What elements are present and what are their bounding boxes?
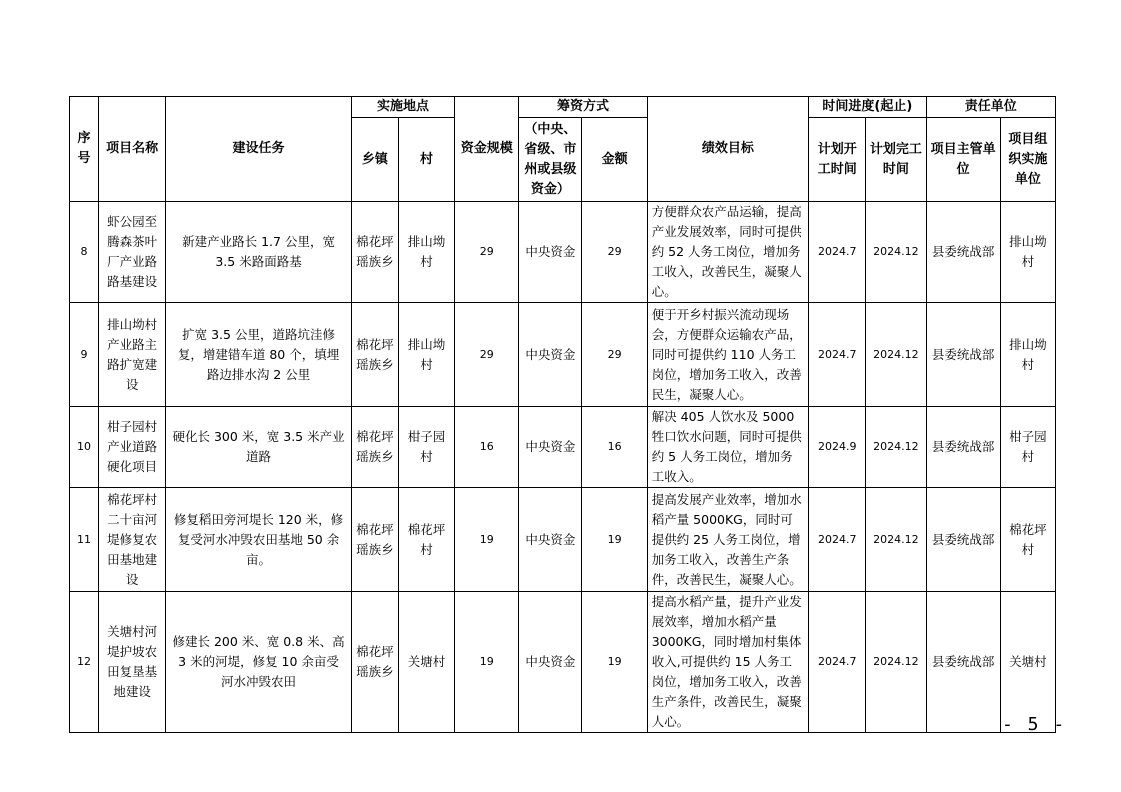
row-end: 2024.12 xyxy=(866,303,926,407)
row-scale: 29 xyxy=(455,303,519,407)
row-township: 棉花坪瑶族乡 xyxy=(351,303,398,407)
row-dept: 县委统战部 xyxy=(926,407,1000,488)
row-township: 棉花坪瑶族乡 xyxy=(351,488,398,592)
header-schedule: 时间进度(起止) xyxy=(809,97,926,118)
row-task: 修建长 200 米、宽 0.8 米、高 3 米的河堤，修复 10 余亩受河水冲毁农田 xyxy=(166,592,352,733)
row-dept: 县委统战部 xyxy=(926,303,1000,407)
row-end: 2024.12 xyxy=(866,592,926,733)
row-dept: 县委统战部 xyxy=(926,592,1000,733)
project-table xyxy=(69,96,1056,733)
row-seq: 10 xyxy=(70,407,99,488)
row-start: 2024.7 xyxy=(809,303,866,407)
row-name: 虾公园至腾森茶叶厂产业路路基建设 xyxy=(99,202,166,303)
row-end: 2024.12 xyxy=(866,407,926,488)
header-seq: 序号 xyxy=(70,97,99,202)
row-start: 2024.7 xyxy=(809,592,866,733)
table-row xyxy=(70,592,1056,733)
row-task: 硬化长 300 米，宽 3.5 米产业道路 xyxy=(166,407,352,488)
row-end: 2024.12 xyxy=(866,488,926,592)
row-amount: 16 xyxy=(582,407,647,488)
header-dept: 项目主管单位 xyxy=(926,118,1000,202)
row-start: 2024.9 xyxy=(809,407,866,488)
row-amount: 29 xyxy=(582,303,647,407)
row-scale: 19 xyxy=(455,592,519,733)
row-task: 修复稻田旁河堤长 120 米，修复受河水冲毁农田基地 50 余亩。 xyxy=(166,488,352,592)
row-org: 排山坳村 xyxy=(1000,303,1055,407)
row-org: 棉花坪村 xyxy=(1000,488,1055,592)
row-goal: 方便群众农产品运输，提高产业发展效率，同时可提供约 52 人务工岗位，增加务工收入，改善民生，凝聚人心。 xyxy=(647,202,808,303)
row-township: 棉花坪瑶族乡 xyxy=(351,202,398,303)
row-amount: 19 xyxy=(582,488,647,592)
row-village: 排山坳村 xyxy=(398,202,454,303)
header-name: 项目名称 xyxy=(99,97,166,202)
header-goal: 绩效目标 xyxy=(647,97,808,202)
header-funding: 筹资方式 xyxy=(519,97,647,118)
row-village: 棉花坪村 xyxy=(398,488,454,592)
header-start: 计划开工时间 xyxy=(809,118,866,202)
row-org: 关塘村 xyxy=(1000,592,1055,733)
header-location: 实施地点 xyxy=(351,97,454,118)
row-village: 排山坳村 xyxy=(398,303,454,407)
table-row xyxy=(70,303,1056,407)
row-dept: 县委统战部 xyxy=(926,488,1000,592)
row-source: 中央资金 xyxy=(519,488,582,592)
header-org: 项目组织实施单位 xyxy=(1000,118,1055,202)
row-village: 柑子园村 xyxy=(398,407,454,488)
row-goal: 解决 405 人饮水及 5000 牲口饮水问题，同时可提供约 5 人务工岗位，增加务工收入。 xyxy=(647,407,808,488)
row-scale: 29 xyxy=(455,202,519,303)
row-goal: 提高发展产业效率，增加水稻产量 5000KG，同时可提供约 25 人务工岗位，增加务工收入，改善生产条件，改善民生，凝聚人心。 xyxy=(647,488,808,592)
header-village: 村 xyxy=(398,118,454,202)
row-start: 2024.7 xyxy=(809,202,866,303)
row-goal: 便于开乡村振兴流动现场会，方便群众运输农产品，同时可提供约 110 人务工岗位，增加务工收入，改善民生，凝聚人心。 xyxy=(647,303,808,407)
row-township: 棉花坪瑶族乡 xyxy=(351,407,398,488)
row-scale: 19 xyxy=(455,488,519,592)
row-village: 关塘村 xyxy=(398,592,454,733)
header-end: 计划完工时间 xyxy=(866,118,926,202)
header-amount: 金额 xyxy=(582,118,647,202)
row-goal: 提高水稻产量，提升产业发展效率，增加水稻产量 3000KG，同时增加村集体收入,可提供约 15 人务工岗位，增加务工收入，改善生产条件，改善民生，凝聚人心。 xyxy=(647,592,808,733)
header-township: 乡镇 xyxy=(351,118,398,202)
row-seq: 9 xyxy=(70,303,99,407)
header-funding-source: （中央、省级、市州或县级资金） xyxy=(519,118,582,202)
row-scale: 16 xyxy=(455,407,519,488)
row-end: 2024.12 xyxy=(866,202,926,303)
table-row xyxy=(70,488,1056,592)
header-scale: 资金规模 xyxy=(455,97,519,202)
row-seq: 11 xyxy=(70,488,99,592)
table-row xyxy=(70,407,1056,488)
header-task: 建设任务 xyxy=(166,97,352,202)
row-source: 中央资金 xyxy=(519,407,582,488)
row-source: 中央资金 xyxy=(519,303,582,407)
header-responsible: 责任单位 xyxy=(926,97,1056,118)
row-start: 2024.7 xyxy=(809,488,866,592)
row-task: 扩宽 3.5 公里，道路坑洼修复，增建错车道 80 个，填埋路边排水沟 2 公里 xyxy=(166,303,352,407)
row-org: 柑子园村 xyxy=(1000,407,1055,488)
row-seq: 12 xyxy=(70,592,99,733)
row-source: 中央资金 xyxy=(519,592,582,733)
row-task: 新建产业路长 1.7 公里，宽 3.5 米路面路基 xyxy=(166,202,352,303)
table-row xyxy=(70,202,1056,303)
row-amount: 29 xyxy=(582,202,647,303)
row-amount: 19 xyxy=(582,592,647,733)
row-name: 柑子园村产业道路硬化项目 xyxy=(99,407,166,488)
row-org: 排山坳村 xyxy=(1000,202,1055,303)
page-number: - 5 - xyxy=(1002,714,1067,735)
row-name: 棉花坪村二十亩河堤修复农田基地建设 xyxy=(99,488,166,592)
row-name: 关塘村河堤护坡农田复垦基地建设 xyxy=(99,592,166,733)
row-dept: 县委统战部 xyxy=(926,202,1000,303)
row-name: 排山坳村产业路主路扩宽建设 xyxy=(99,303,166,407)
row-source: 中央资金 xyxy=(519,202,582,303)
row-seq: 8 xyxy=(70,202,99,303)
row-township: 棉花坪瑶族乡 xyxy=(351,592,398,733)
